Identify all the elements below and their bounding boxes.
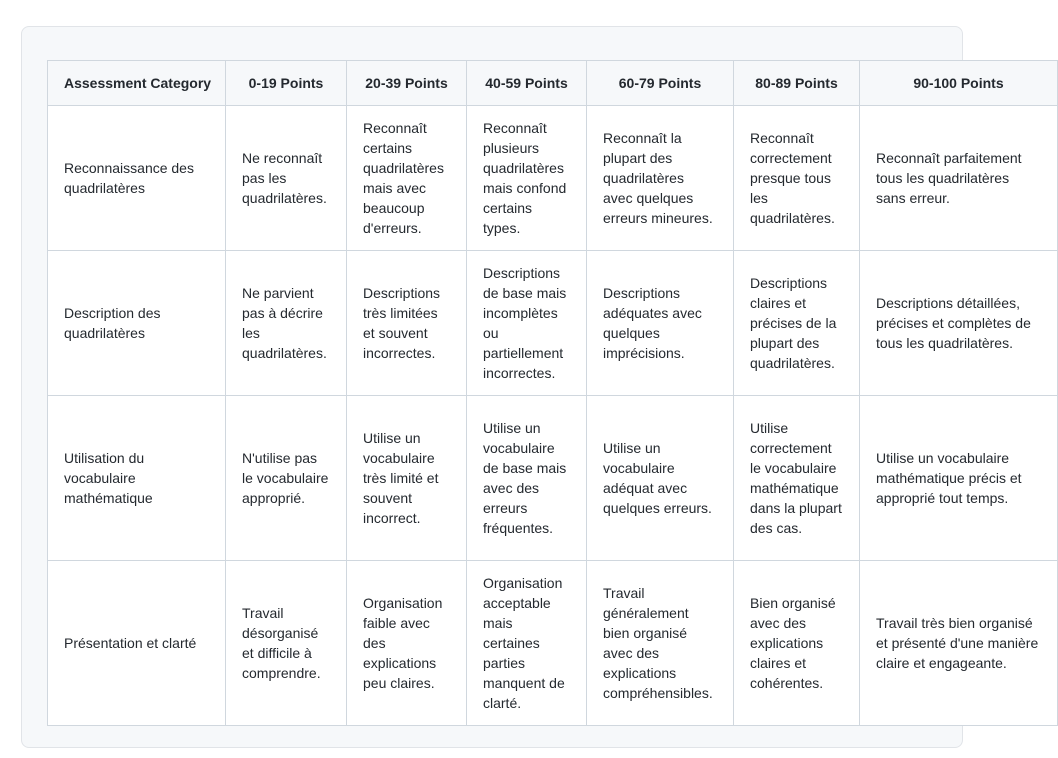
table-cell: Descriptions détaillées, précises et complètes de tous les quadrilatères. bbox=[860, 251, 1058, 396]
table-cell: Utilise un vocabulaire de base mais avec des erreurs fréquentes. bbox=[467, 396, 587, 561]
row-category: Présentation et clarté bbox=[48, 561, 226, 726]
table-cell: Reconnaît plusieurs quadrilatères mais confond certains types. bbox=[467, 106, 587, 251]
table-cell: Utilise un vocabulaire adéquat avec quelques erreurs. bbox=[587, 396, 734, 561]
table-cell: Reconnaît certains quadrilatères mais avec beaucoup d'erreurs. bbox=[347, 106, 467, 251]
table-cell: Utilise un vocabulaire mathématique précis et approprié tout temps. bbox=[860, 396, 1058, 561]
table-cell: Utilise un vocabulaire très limité et souvent incorrect. bbox=[347, 396, 467, 561]
table-cell: Ne reconnaît pas les quadrilatères. bbox=[226, 106, 347, 251]
table-cell: Travail très bien organisé et présenté d'une manière claire et engageante. bbox=[860, 561, 1058, 726]
table-cell: Travail généralement bien organisé avec des explications compréhensibles. bbox=[587, 561, 734, 726]
table-cell: Descriptions très limitées et souvent incorrectes. bbox=[347, 251, 467, 396]
table-row bbox=[48, 106, 1058, 251]
header-assessment-category: Assessment Category bbox=[48, 61, 226, 106]
table-cell: Descriptions claires et précises de la plupart des quadrilatères. bbox=[734, 251, 860, 396]
table-scroll-container[interactable] bbox=[47, 60, 1039, 726]
table-cell: Descriptions de base mais incomplètes ou partiellement incorrectes. bbox=[467, 251, 587, 396]
header-40-59-points: 40-59 Points bbox=[467, 61, 587, 106]
table-body bbox=[48, 106, 1058, 726]
table-row bbox=[48, 561, 1058, 726]
header-60-79-points: 60-79 Points bbox=[587, 61, 734, 106]
table-cell: Reconnaît la plupart des quadrilatères avec quelques erreurs mineures. bbox=[587, 106, 734, 251]
header-90-100-points: 90-100 Points bbox=[860, 61, 1058, 106]
header-0-19-points: 0-19 Points bbox=[226, 61, 347, 106]
table-cell: Organisation faible avec des explications peu claires. bbox=[347, 561, 467, 726]
table-cell: Utilise correctement le vocabulaire mathématique dans la plupart des cas. bbox=[734, 396, 860, 561]
rubric-table bbox=[47, 60, 1058, 726]
header-20-39-points: 20-39 Points bbox=[347, 61, 467, 106]
table-header bbox=[48, 61, 1058, 106]
table-cell: N'utilise pas le vocabulaire approprié. bbox=[226, 396, 347, 561]
row-category: Reconnaissance des quadrilatères bbox=[48, 106, 226, 251]
table-cell: Bien organisé avec des explications claires et cohérentes. bbox=[734, 561, 860, 726]
table-cell: Travail désorganisé et difficile à comprendre. bbox=[226, 561, 347, 726]
table-cell: Reconnaît parfaitement tous les quadrilatères sans erreur. bbox=[860, 106, 1058, 251]
header-80-89-points: 80-89 Points bbox=[734, 61, 860, 106]
rubric-card bbox=[21, 26, 1039, 748]
table-cell: Ne parvient pas à décrire les quadrilatères. bbox=[226, 251, 347, 396]
table-cell: Organisation acceptable mais certaines parties manquent de clarté. bbox=[467, 561, 587, 726]
header-row bbox=[48, 61, 1058, 106]
row-category: Description des quadrilatères bbox=[48, 251, 226, 396]
table-cell: Reconnaît correctement presque tous les quadrilatères. bbox=[734, 106, 860, 251]
row-category: Utilisation du vocabulaire mathématique bbox=[48, 396, 226, 561]
table-row bbox=[48, 251, 1058, 396]
table-cell: Descriptions adéquates avec quelques imprécisions. bbox=[587, 251, 734, 396]
table-row bbox=[48, 396, 1058, 561]
